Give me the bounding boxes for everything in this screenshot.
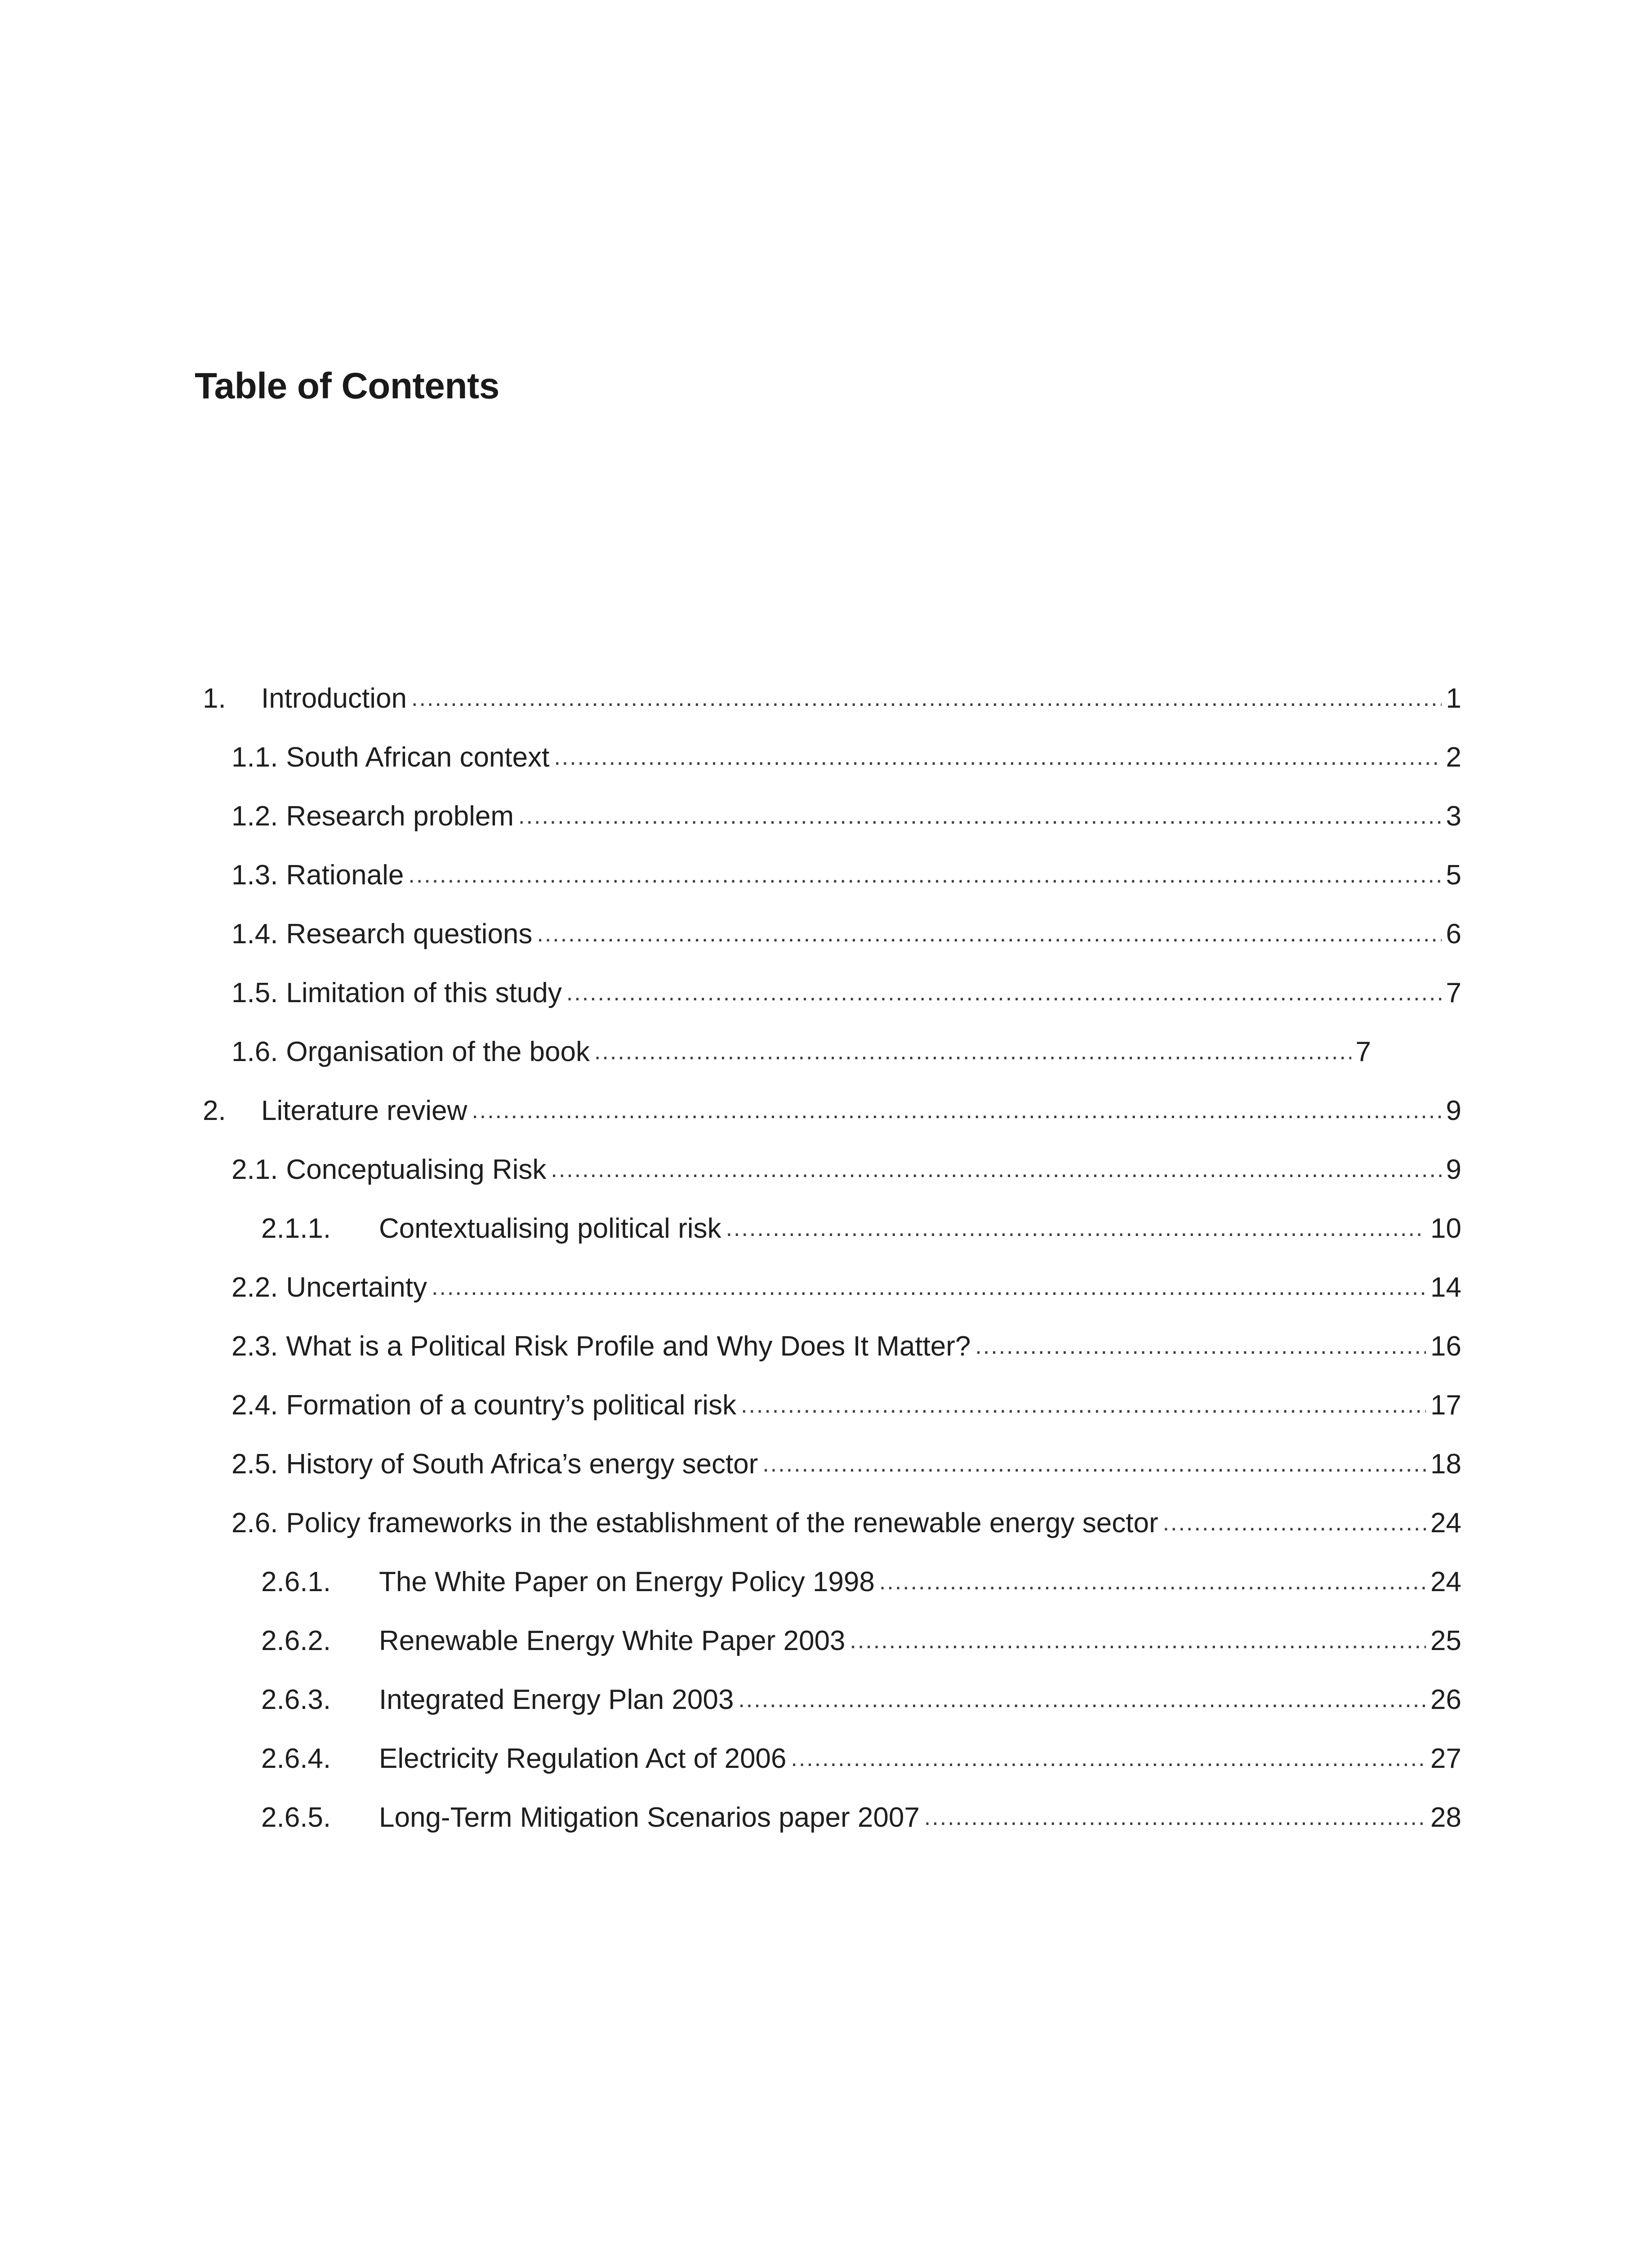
toc-entry-title: Research problem <box>286 800 514 832</box>
dot-leader <box>518 794 1442 839</box>
toc-entry-page: 2 <box>1446 741 1461 773</box>
toc-entry-page: 7 <box>1355 1036 1371 1067</box>
toc-entry-title: Renewable Energy White Paper 2003 <box>379 1625 846 1656</box>
toc-entry-organisation[interactable] <box>232 1029 1371 1074</box>
toc-entry-page: 1 <box>1446 682 1461 714</box>
dot-leader <box>554 735 1441 780</box>
toc-entry-number: 2.6.1. <box>261 1566 331 1597</box>
toc-entry-page: 7 <box>1446 977 1461 1008</box>
toc-entry-title: Research questions <box>286 918 533 950</box>
dot-leader <box>975 1324 1426 1369</box>
toc-entry-title: Organisation of the book <box>286 1036 590 1067</box>
toc-entry-title: Electricity Regulation Act of 2006 <box>379 1743 787 1774</box>
toc-entry-rationale[interactable] <box>232 852 1461 897</box>
toc-entry-page: 16 <box>1430 1330 1461 1362</box>
toc-entry-renewable-white-paper-2003[interactable] <box>261 1618 1461 1663</box>
toc-entry-number: 1.5. <box>232 977 278 1008</box>
toc-entry-title: Rationale <box>286 859 404 891</box>
toc-entry-title: Long-Term Mitigation Scenarios paper 2007 <box>379 1802 920 1833</box>
toc-entry-number: 2. <box>203 1095 226 1126</box>
toc-entry-number: 1.1. <box>232 741 278 773</box>
toc-entry-page: 3 <box>1446 800 1461 832</box>
toc-entry-title: Conceptualising Risk <box>286 1154 547 1185</box>
dot-leader <box>594 1029 1351 1074</box>
toc-entry-number: 2.4. <box>232 1389 278 1421</box>
dot-leader <box>850 1618 1426 1663</box>
toc-entry-page: 9 <box>1446 1095 1461 1126</box>
toc-entry-title: Literature review <box>261 1095 468 1126</box>
toc-entry-history-energy-sector[interactable] <box>232 1441 1461 1486</box>
dot-leader <box>472 1088 1441 1133</box>
toc-entry-number: 2.6.4. <box>261 1743 331 1774</box>
toc-entry-title: South African context <box>286 741 550 773</box>
toc-entry-number: 2.6.2. <box>261 1625 331 1656</box>
toc-entry-number: 2.5. <box>232 1448 278 1480</box>
dot-leader <box>924 1795 1426 1840</box>
dot-leader <box>566 970 1442 1015</box>
toc-entry-title: The White Paper on Energy Policy 1998 <box>379 1566 875 1597</box>
dot-leader <box>791 1736 1426 1781</box>
toc-entry-page: 27 <box>1430 1743 1461 1774</box>
dot-leader <box>537 911 1441 956</box>
toc-entry-mitigation-scenarios[interactable] <box>261 1795 1461 1840</box>
toc-entry-title: Formation of a country’s political risk <box>286 1389 736 1421</box>
toc-entry-title: What is a Political Risk Profile and Why Does It Matter? <box>286 1330 971 1362</box>
toc-entry-contextualising-political-risk[interactable] <box>261 1206 1461 1251</box>
toc-entry-number: 2.3. <box>232 1330 278 1362</box>
toc-entry-number: 2.2. <box>232 1271 278 1303</box>
toc-entry-page: 5 <box>1446 859 1461 891</box>
toc-entry-title: Policy frameworks in the establishment of the renewable energy sector <box>286 1507 1158 1539</box>
toc-entry-page: 24 <box>1430 1566 1461 1597</box>
toc-entry-page: 17 <box>1430 1389 1461 1421</box>
toc-entry-title: Limitation of this study <box>286 977 562 1008</box>
toc-entry-number: 2.1.1. <box>261 1213 331 1244</box>
dot-leader <box>762 1441 1426 1486</box>
toc-entry-page: 10 <box>1430 1213 1461 1244</box>
toc-entry-electricity-regulation-act[interactable] <box>261 1736 1461 1781</box>
toc-entry-page: 14 <box>1430 1271 1461 1303</box>
toc-entry-integrated-energy-plan[interactable] <box>261 1677 1461 1722</box>
toc-entry-number: 1.3. <box>232 859 278 891</box>
dot-leader <box>1163 1500 1426 1545</box>
toc-entry-page: 26 <box>1430 1684 1461 1715</box>
toc-entry-uncertainty[interactable] <box>232 1265 1461 1310</box>
toc-entry-page: 24 <box>1430 1507 1461 1539</box>
toc-entry-number: 1. <box>203 682 226 714</box>
toc-entry-page: 25 <box>1430 1625 1461 1656</box>
toc-entry-formation-political-risk[interactable] <box>232 1383 1461 1427</box>
toc-entry-title: Integrated Energy Plan 2003 <box>379 1684 734 1715</box>
toc-entry-research-questions[interactable] <box>232 911 1461 956</box>
dot-leader <box>726 1206 1426 1251</box>
toc-entry-page: 9 <box>1446 1154 1461 1185</box>
toc-entry-number: 1.2. <box>232 800 278 832</box>
dot-leader <box>879 1559 1426 1604</box>
toc-entry-number: 1.4. <box>232 918 278 950</box>
toc-entry-number: 2.6.3. <box>261 1684 331 1715</box>
toc-entry-page: 28 <box>1430 1802 1461 1833</box>
dot-leader <box>411 676 1442 721</box>
toc-entry-literature-review[interactable] <box>203 1088 1461 1133</box>
toc-entry-title: Contextualising political risk <box>379 1213 721 1244</box>
dot-leader <box>432 1265 1426 1310</box>
dot-leader <box>738 1677 1426 1722</box>
toc-entry-number: 2.6.5. <box>261 1802 331 1833</box>
toc-entry-policy-frameworks[interactable] <box>232 1500 1461 1545</box>
toc-entry-political-risk-profile[interactable] <box>232 1324 1461 1369</box>
toc-entry-limitation[interactable] <box>232 970 1461 1015</box>
toc-entry-south-african-context[interactable] <box>232 735 1461 780</box>
toc-entry-research-problem[interactable] <box>232 794 1461 839</box>
toc-entry-number: 2.1. <box>232 1154 278 1185</box>
toc-entry-number: 1.6. <box>232 1036 278 1067</box>
dot-leader <box>408 852 1441 897</box>
toc-entry-number: 2.6. <box>232 1507 278 1539</box>
toc-entry-title: Introduction <box>261 682 407 714</box>
toc-entry-page: 18 <box>1430 1448 1461 1480</box>
page-title: Table of Contents <box>195 366 499 406</box>
toc-entry-conceptualising-risk[interactable] <box>232 1147 1461 1192</box>
dot-leader <box>741 1383 1426 1427</box>
toc-entry-introduction[interactable] <box>203 676 1461 721</box>
toc-entry-white-paper-1998[interactable] <box>261 1559 1461 1604</box>
dot-leader <box>551 1147 1441 1192</box>
toc-entry-page: 6 <box>1446 918 1461 950</box>
toc-entry-title: History of South Africa’s energy sector <box>286 1448 758 1480</box>
toc-entry-title: Uncertainty <box>286 1271 427 1303</box>
